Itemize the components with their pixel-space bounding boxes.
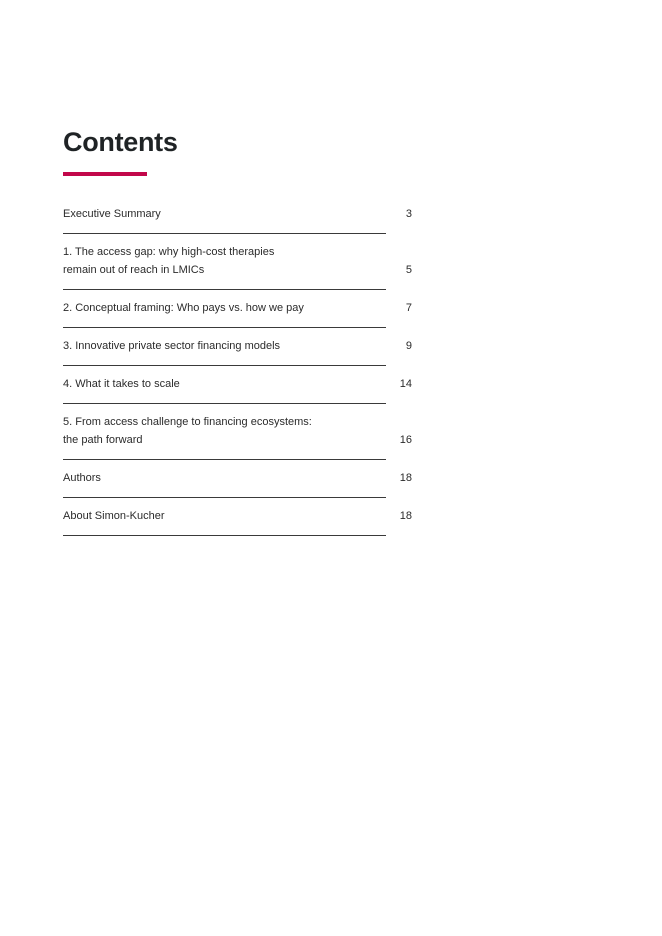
- toc-entry-financing-models[interactable]: [63, 328, 412, 366]
- toc-entry-path-forward[interactable]: [63, 404, 412, 460]
- toc-entry-conceptual-framing[interactable]: [63, 290, 412, 328]
- toc-entry-about-simon-kucher[interactable]: [63, 498, 412, 536]
- toc-entry-label: About Simon-Kucher: [63, 510, 165, 522]
- toc-entry-what-it-takes[interactable]: [63, 366, 412, 404]
- title-accent-bar: [63, 172, 147, 176]
- toc-entry-label: 5. From access challenge to financing ecosystems: the path forward: [63, 416, 312, 446]
- toc-entry-page-number: 5: [405, 264, 412, 276]
- toc-entry-authors[interactable]: [63, 460, 412, 498]
- toc-entry-page-number: 14: [399, 378, 412, 390]
- toc-entry-executive-summary[interactable]: [63, 196, 412, 234]
- toc-entry-label: 4. What it takes to scale: [63, 378, 180, 390]
- table-of-contents: [63, 196, 412, 536]
- toc-entry-label: 3. Innovative private sector financing models: [63, 340, 281, 352]
- toc-entry-page-number: 18: [399, 472, 412, 484]
- toc-entry-page-number: 16: [399, 434, 412, 446]
- toc-entry-label: Executive Summary: [63, 208, 161, 220]
- toc-entry-label: Authors: [63, 472, 101, 484]
- toc-entry-label: 2. Conceptual framing: Who pays vs. how we pay: [63, 302, 304, 314]
- toc-entry-label: 1. The access gap: why high-cost therapies remain out of reach in LMICs: [63, 246, 275, 276]
- toc-entry-page-number: 3: [405, 208, 412, 220]
- toc-entry-page-number: 9: [405, 340, 412, 352]
- toc-entry-access-gap[interactable]: [63, 234, 412, 290]
- toc-entry-page-number: 18: [399, 510, 412, 522]
- page-title: Contents: [63, 127, 178, 157]
- toc-entry-page-number: 7: [405, 302, 412, 314]
